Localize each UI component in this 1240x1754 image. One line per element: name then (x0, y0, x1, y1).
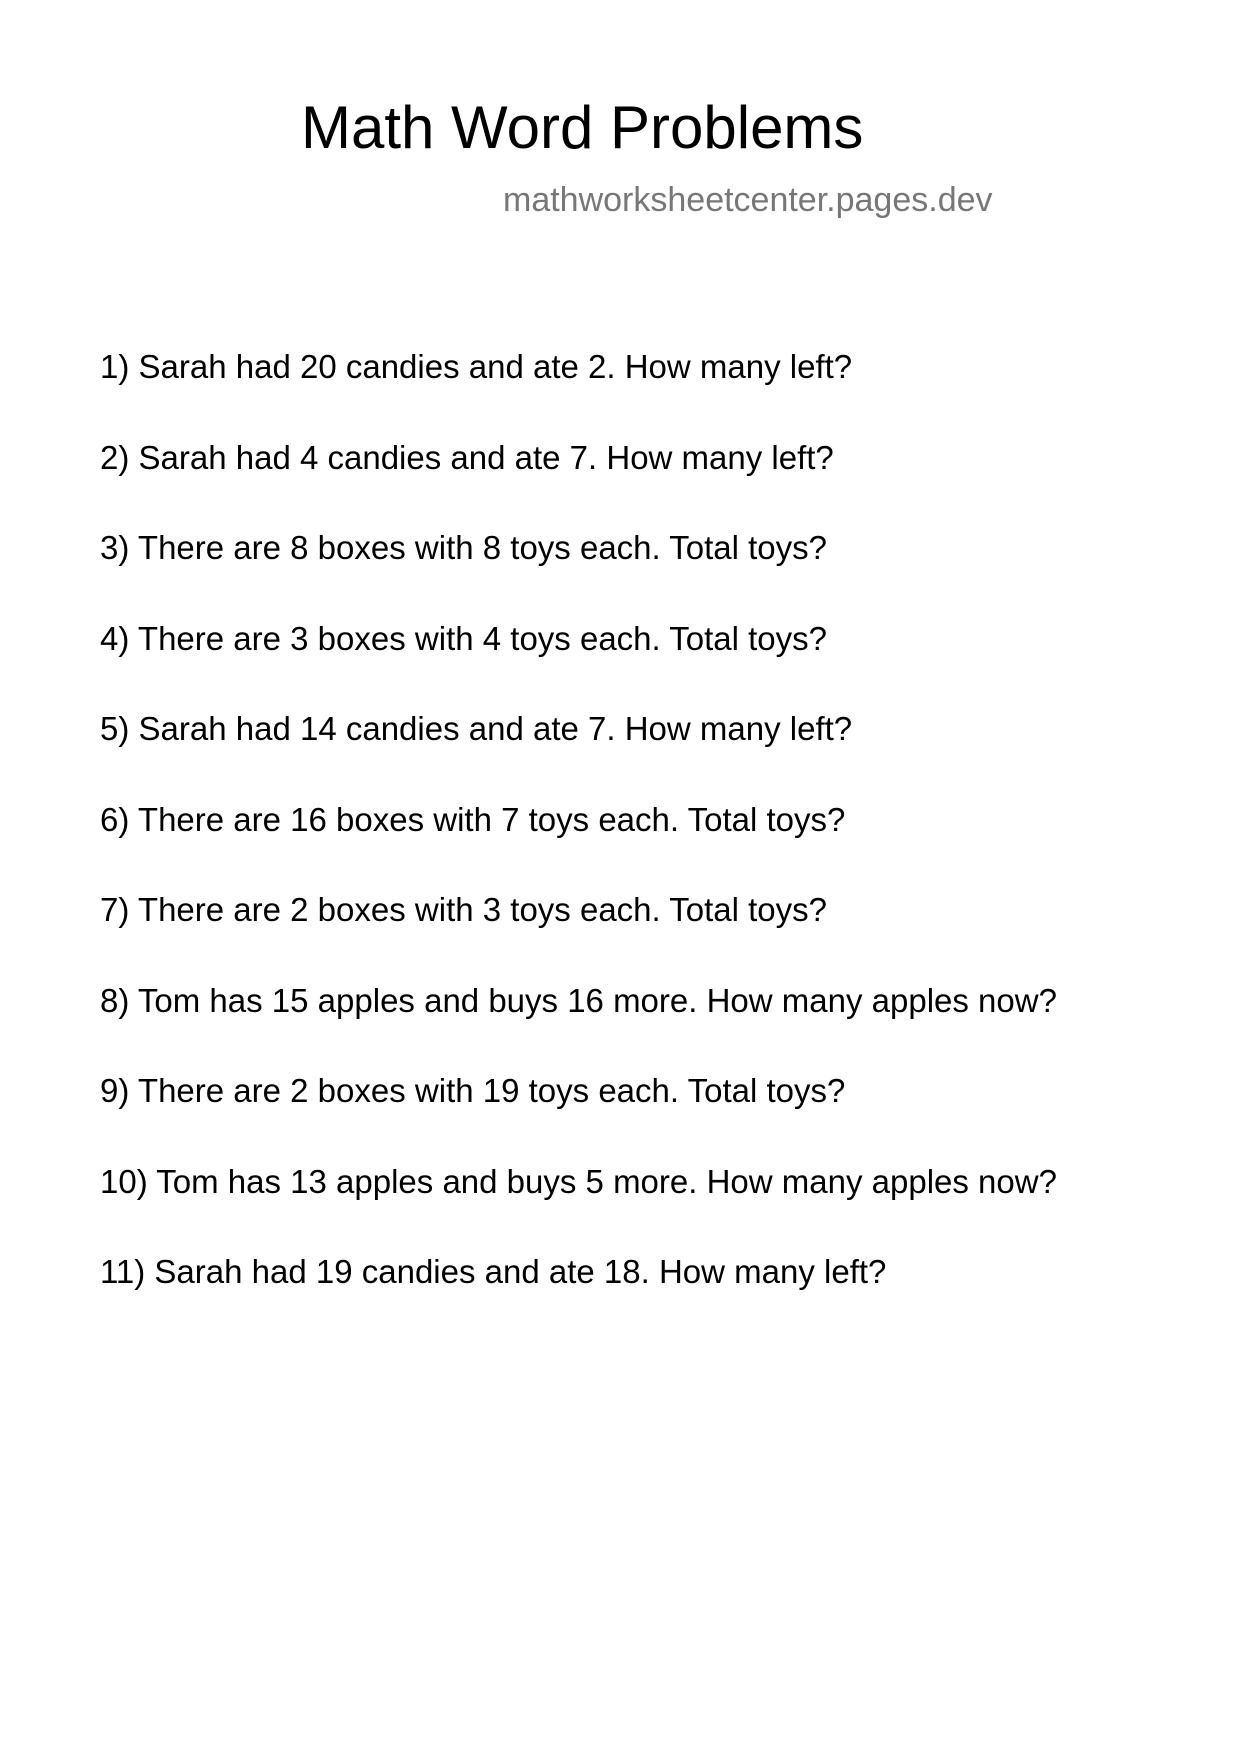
problem-item: 3) There are 8 boxes with 8 toys each. Total toys? (100, 529, 828, 566)
page-title: Math Word Problems (301, 94, 864, 161)
problem-item: 10) Tom has 13 apples and buys 5 more. How many apples now? (100, 1162, 1057, 1200)
problem-item: 7) There are 2 boxes with 3 toys each. Total toys? (100, 891, 828, 928)
problem-item: 11) Sarah had 19 candies and ate 18. How many left? (100, 1253, 887, 1290)
problem-list (100, 350, 1057, 1346)
problem-item: 8) Tom has 15 apples and buys 16 more. How many apples now? (100, 981, 1057, 1019)
problem-item: 4) There are 3 boxes with 4 toys each. Total toys? (100, 619, 828, 657)
problem-item: 1) Sarah had 20 candies and ate 2. How many left? (100, 348, 853, 385)
website-url: mathworksheetcenter.pages.dev (503, 181, 993, 219)
problem-item: 2) Sarah had 4 candies and ate 7. How many left? (100, 438, 834, 476)
problem-item: 9) There are 2 boxes with 19 toys each. Total toys? (100, 1072, 846, 1109)
problem-item: 5) Sarah had 14 candies and ate 7. How many left? (100, 710, 853, 747)
problem-item: 6) There are 16 boxes with 7 toys each. Total toys? (100, 800, 846, 838)
